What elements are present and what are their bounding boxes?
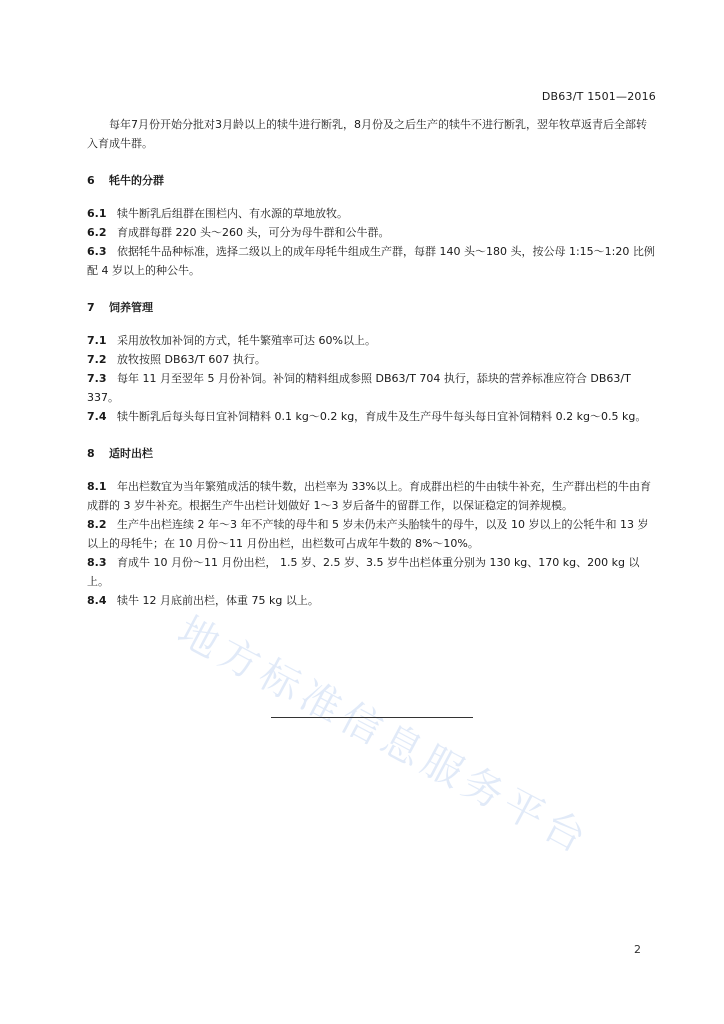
clause-6-1 [87,204,655,223]
clause-number: 6.3 [87,245,107,258]
page-number: 2 [634,943,641,956]
clause-number: 7.3 [87,372,107,385]
clause-text: 年出栏数宜为当年繁殖成活的犊牛数，出栏率为 33%以上。育成群出栏的牛由犊牛补充，生产群出栏的牛由育成群的 3 岁牛补充。根据生产牛出栏计划做好 1～3 岁后备牛的留群工作，以保证稳定的饲养规模。 [87,480,651,512]
clause-6-3 [87,242,655,280]
section-title: 牦牛的分群 [109,174,164,187]
clause-number: 8.4 [87,594,107,607]
clause-text: 犊牛 12 月底前出栏，体重 75 kg 以上。 [117,594,319,607]
clause-7-4 [87,407,655,426]
clause-8-3 [87,553,655,591]
section-title: 适时出栏 [109,447,153,460]
watermark: 地方标准信息服务平台 [170,607,598,865]
section-number: 6 [87,174,95,187]
clause-number: 7.2 [87,353,107,366]
clause-text: 生产牛出栏连续 2 年～3 年不产犊的母牛和 5 岁未仍未产头胎犊牛的母牛，以及 10 岁以上的公牦牛和 13 岁以上的母牦牛；在 10 月份～11 月份出栏，出栏数可占成年牛数的 8%～10%。 [87,518,649,550]
clause-text: 育成牛 10 月份～11 月份出栏， 1.5 岁、2.5 岁、3.5 岁牛出栏体重分别为 130 kg、170 kg、200 kg 以上。 [87,556,640,588]
clause-number: 6.1 [87,207,107,220]
clause-8-4 [87,591,655,610]
end-of-document-rule [271,717,473,718]
intro-paragraph: 每年7月份开始分批对3月龄以上的犊牛进行断乳，8月份及之后生产的犊牛不进行断乳，翌年牧草返青后全部转入育成牛群。 [87,118,647,150]
section-heading-6 [87,171,655,190]
clause-7-3 [87,369,655,407]
clause-8-2 [87,515,655,553]
clause-7-2 [87,350,655,369]
clause-number: 6.2 [87,226,107,239]
clause-number: 7.4 [87,410,107,423]
clause-text: 采用放牧加补饲的方式，牦牛繁殖率可达 60%以上。 [117,334,376,347]
clause-8-1 [87,477,655,515]
clause-text: 犊牛断乳后组群在围栏内、有水源的草地放牧。 [117,207,348,220]
section-number: 7 [87,301,95,314]
section-title: 饲养管理 [109,301,153,314]
clause-text: 犊牛断乳后每头每日宜补饲精料 0.1 kg～0.2 kg，育成牛及生产母牛每头每日宜补饲精料 0.2 kg～0.5 kg。 [117,410,647,423]
document-body [87,115,655,610]
clause-7-1 [87,331,655,350]
clause-text: 育成群每群 220 头～260 头，可分为母牛群和公牛群。 [117,226,390,239]
clause-number: 8.1 [87,480,107,493]
clause-number: 8.2 [87,518,107,531]
clause-number: 8.3 [87,556,107,569]
section-number: 8 [87,447,95,460]
clause-text: 依据牦牛品种标准，选择二级以上的成年母牦牛组成生产群，每群 140 头～180 头，按公母 1:15～1:20 比例配 4 岁以上的种公牛。 [87,245,655,277]
clause-6-2 [87,223,655,242]
clause-text: 每年 11 月至翌年 5 月份补饲。补饲的精料组成参照 DB63/T 704 执行，舔块的营养标准应符合 DB63/T 337。 [87,372,631,404]
clause-number: 7.1 [87,334,107,347]
clause-text: 放牧按照 DB63/T 607 执行。 [117,353,266,366]
section-heading-7 [87,298,655,317]
section-heading-8 [87,444,655,463]
document-code: DB63/T 1501—2016 [541,90,656,103]
